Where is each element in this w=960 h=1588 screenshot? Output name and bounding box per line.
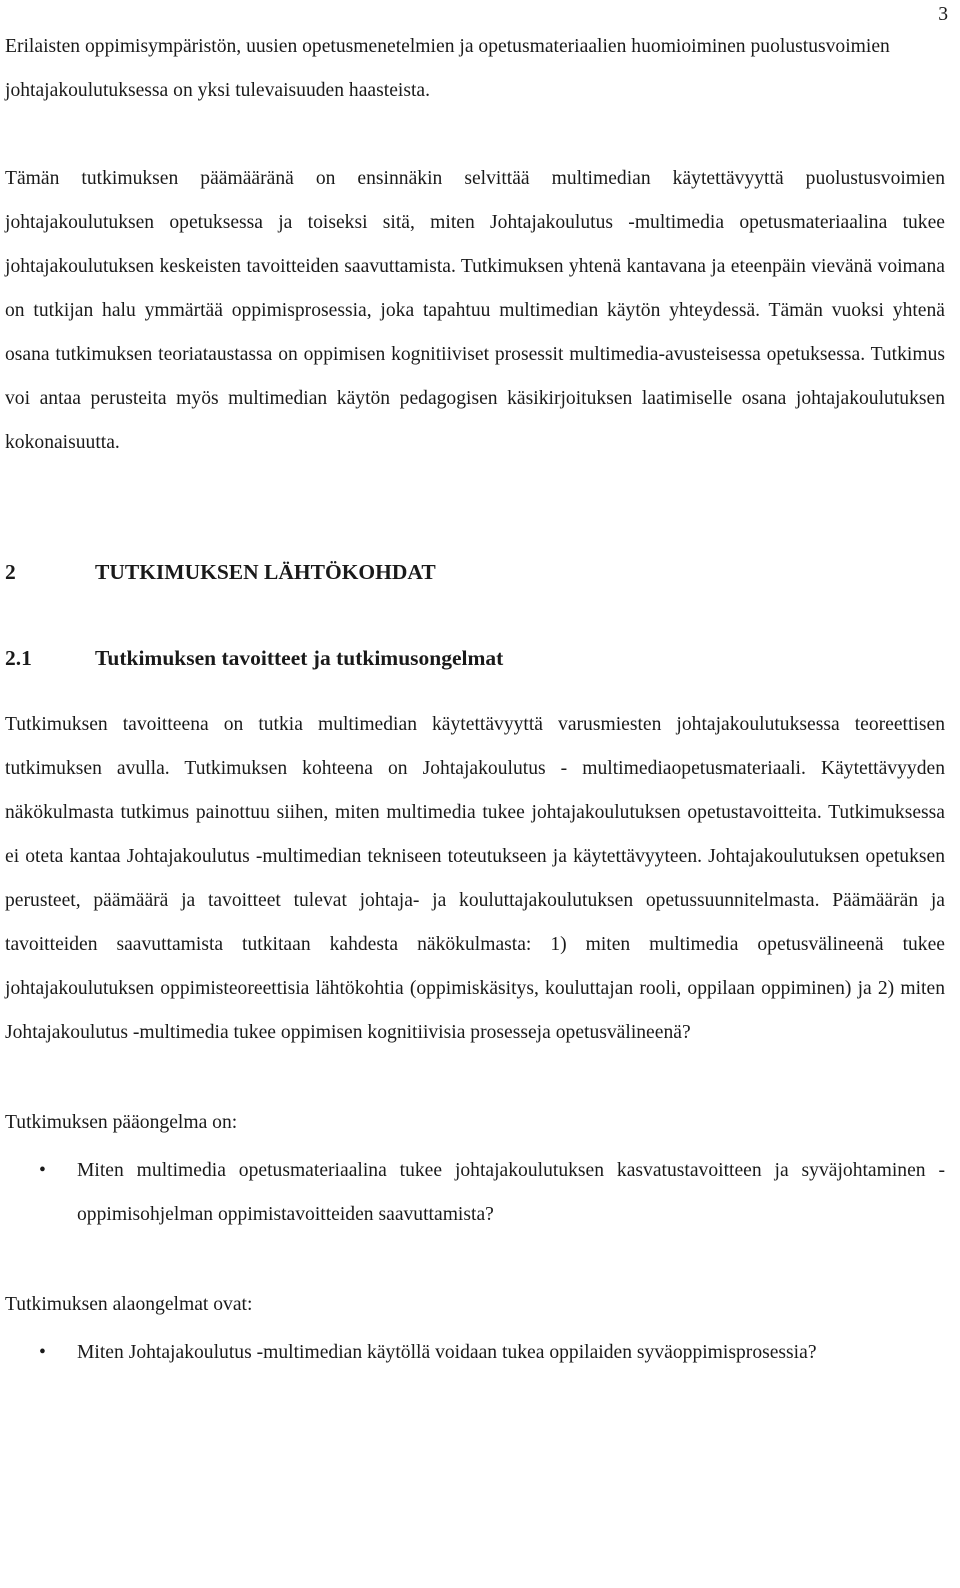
main-problem-text: Miten multimedia opetusmateriaalina tukee johtajakoulutuksen kasvatustavoitteen ja syväjohtaminen -oppimisohjelman oppimistavoitteiden saavuttamista? [77, 1160, 945, 1225]
section-title: Tutkimuksen tavoitteet ja tutkimusongelmat [95, 646, 504, 670]
section-number: 2.1 [5, 646, 32, 670]
intro-paragraph: Erilaisten oppimisympäristön, uusien opetusmenetelmien ja opetusmateriaalien huomioiminen puolustusvoimien johtajakoulutuksessa on yksi tulevaisuuden haasteista. [5, 36, 890, 101]
aim-paragraph: Tämän tutkimuksen päämääränä on ensinnäkin selvittää multimedian käytettävyyttä puolustusvoimien johtajakoulutuksen opetuksessa ja toiseksi sitä, miten Johtajakoulutus -multimedia opetusmateriaalina tukee johtajakoulutuksen keskeisten tavoitteiden saavuttamista. Tutkimuksen yhtenä kantavana ja eteenpäin vievänä voimana on tutkijan halu ymmärtää oppimisprosessia, joka tapahtuu multimedian käytön yhteydessä. Tämän vuoksi yhtenä osana tutkimuksen teoriataustassa on oppimisen kognitiiviset prosessit multimedia-avusteisessa opetuksessa. Tutkimus voi antaa perusteita myös multimedian käytön pedagogisen käsikirjoituksen laatimiselle osana johtajakoulutuksen kokonaisuutta. [5, 168, 945, 453]
bullet-icon: • [39, 1160, 46, 1181]
sub-problem-label: Tutkimuksen alaongelmat ovat: [5, 1294, 253, 1315]
chapter-number: 2 [5, 560, 16, 584]
main-problem-label: Tutkimuksen pääongelma on: [5, 1112, 238, 1133]
section-body-paragraph: Tutkimuksen tavoitteena on tutkia multimedian käytettävyyttä varusmiesten johtajakoulutuksessa teoreettisen tutkimuksen avulla. Tutkimuksen kohteena on Johtajakoulutus - multimediaopetusmateriaali. Käytettävyyden näkökulmasta tutkimus painottuu siihen, miten multimedia tukee johtajakoulutuksen opetustavoitteita. Tutkimuksessa ei oteta kantaa Johtajakoulutus -multimedian tekniseen toteutukseen ja käytettävyyteen. Johtajakoulutuksen opetuksen perusteet, päämäärä ja tavoitteet tulevat johtaja- ja kouluttajakoulutuksen opetussuunnitelmasta. Päämäärän ja tavoitteiden saavuttamista tutkitaan kahdesta näkökulmasta: 1) miten multimedia opetusvälineenä tukee johtajakoulutuksen oppimisteoreettisia lähtökohtia (oppimiskäsitys, kouluttajan rooli, oppilaan oppiminen) ja 2) miten Johtajakoulutus -multimedia tukee oppimisen kognitiivisia prosesseja opetusvälineenä? [5, 714, 945, 1043]
chapter-heading [5, 557, 945, 587]
page-number: 3 [938, 4, 948, 25]
sub-problem-list [5, 1331, 945, 1375]
section-heading [5, 643, 945, 673]
sub-problem-text: Miten Johtajakoulutus -multimedian käytöllä voidaan tukea oppilaiden syväoppimisprosessia? [77, 1342, 817, 1363]
document-body [5, 25, 945, 1375]
bullet-icon: • [39, 1342, 46, 1363]
chapter-title: TUTKIMUKSEN LÄHTÖKOHDAT [95, 560, 436, 584]
list-item [5, 1149, 945, 1237]
main-problem-list [5, 1149, 945, 1237]
list-item [5, 1331, 945, 1375]
